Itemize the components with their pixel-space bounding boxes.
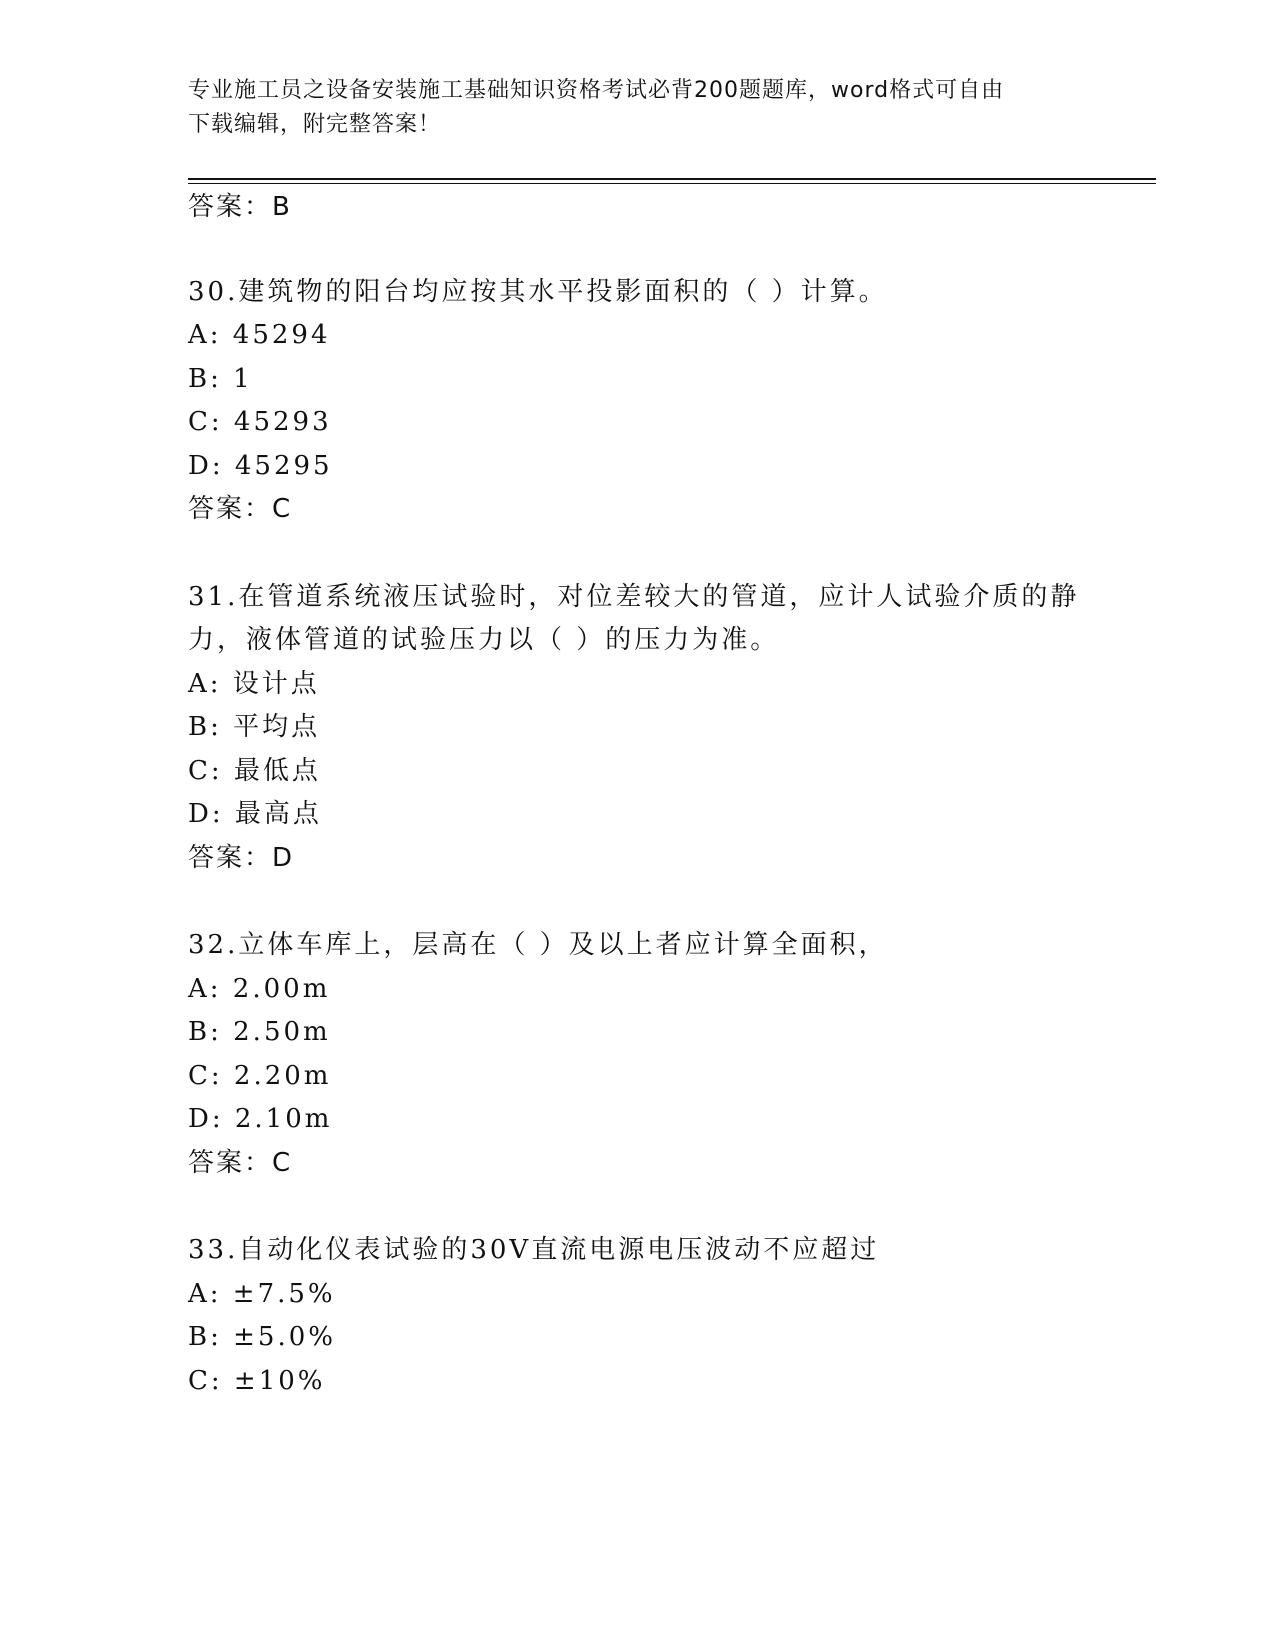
option-b: B: 1 (188, 364, 253, 394)
option-a: A: 2.00m (188, 974, 331, 1004)
previous-answer: 答案：B (188, 192, 292, 222)
question-stem: 31.在管道系统液压试验时，对位差较大的管道，应计人试验介质的静 (188, 582, 1080, 612)
header-rule-thin (188, 183, 1156, 184)
option-a: A: ±7.5% (188, 1279, 336, 1309)
option-c: C: 45293 (188, 407, 332, 437)
document-header (188, 74, 1088, 142)
option-b: B: ±5.0% (188, 1322, 336, 1352)
answer: 答案：D (188, 843, 295, 873)
option-b: B: 平均点 (188, 712, 321, 742)
option-b: B: 2.50m (188, 1017, 331, 1047)
option-c: C: ±10% (188, 1366, 326, 1396)
option-d: D: 最高点 (188, 799, 322, 829)
option-a: A: 设计点 (188, 669, 320, 699)
answer: 答案：C (188, 1148, 293, 1178)
question-stem: 33.自动化仪表试验的30V直流电源电压波动不应超过 (188, 1235, 880, 1265)
answer: 答案：C (188, 494, 293, 524)
option-a: A: 45294 (188, 320, 331, 350)
question-stem: 32.立体车库上，层高在（ ）及以上者应计算全面积， (188, 930, 888, 960)
option-d: D: 45295 (188, 451, 333, 481)
option-d: D: 2.10m (188, 1104, 333, 1134)
header-line-1: 专业施工员之设备安装施工基础知识资格考试必背200题题库，word格式可自由 (188, 78, 1005, 103)
option-c: C: 最低点 (188, 756, 321, 786)
header-rule-thick (188, 178, 1156, 180)
question-stem: 30.建筑物的阳台均应按其水平投影面积的（ ）计算。 (188, 277, 888, 307)
header-line-2: 下载编辑，附完整答案！ (188, 112, 442, 137)
option-c: C: 2.20m (188, 1061, 332, 1091)
question-stem-continued: 力，液体管道的试验压力以（ ）的压力为准。 (188, 625, 780, 655)
